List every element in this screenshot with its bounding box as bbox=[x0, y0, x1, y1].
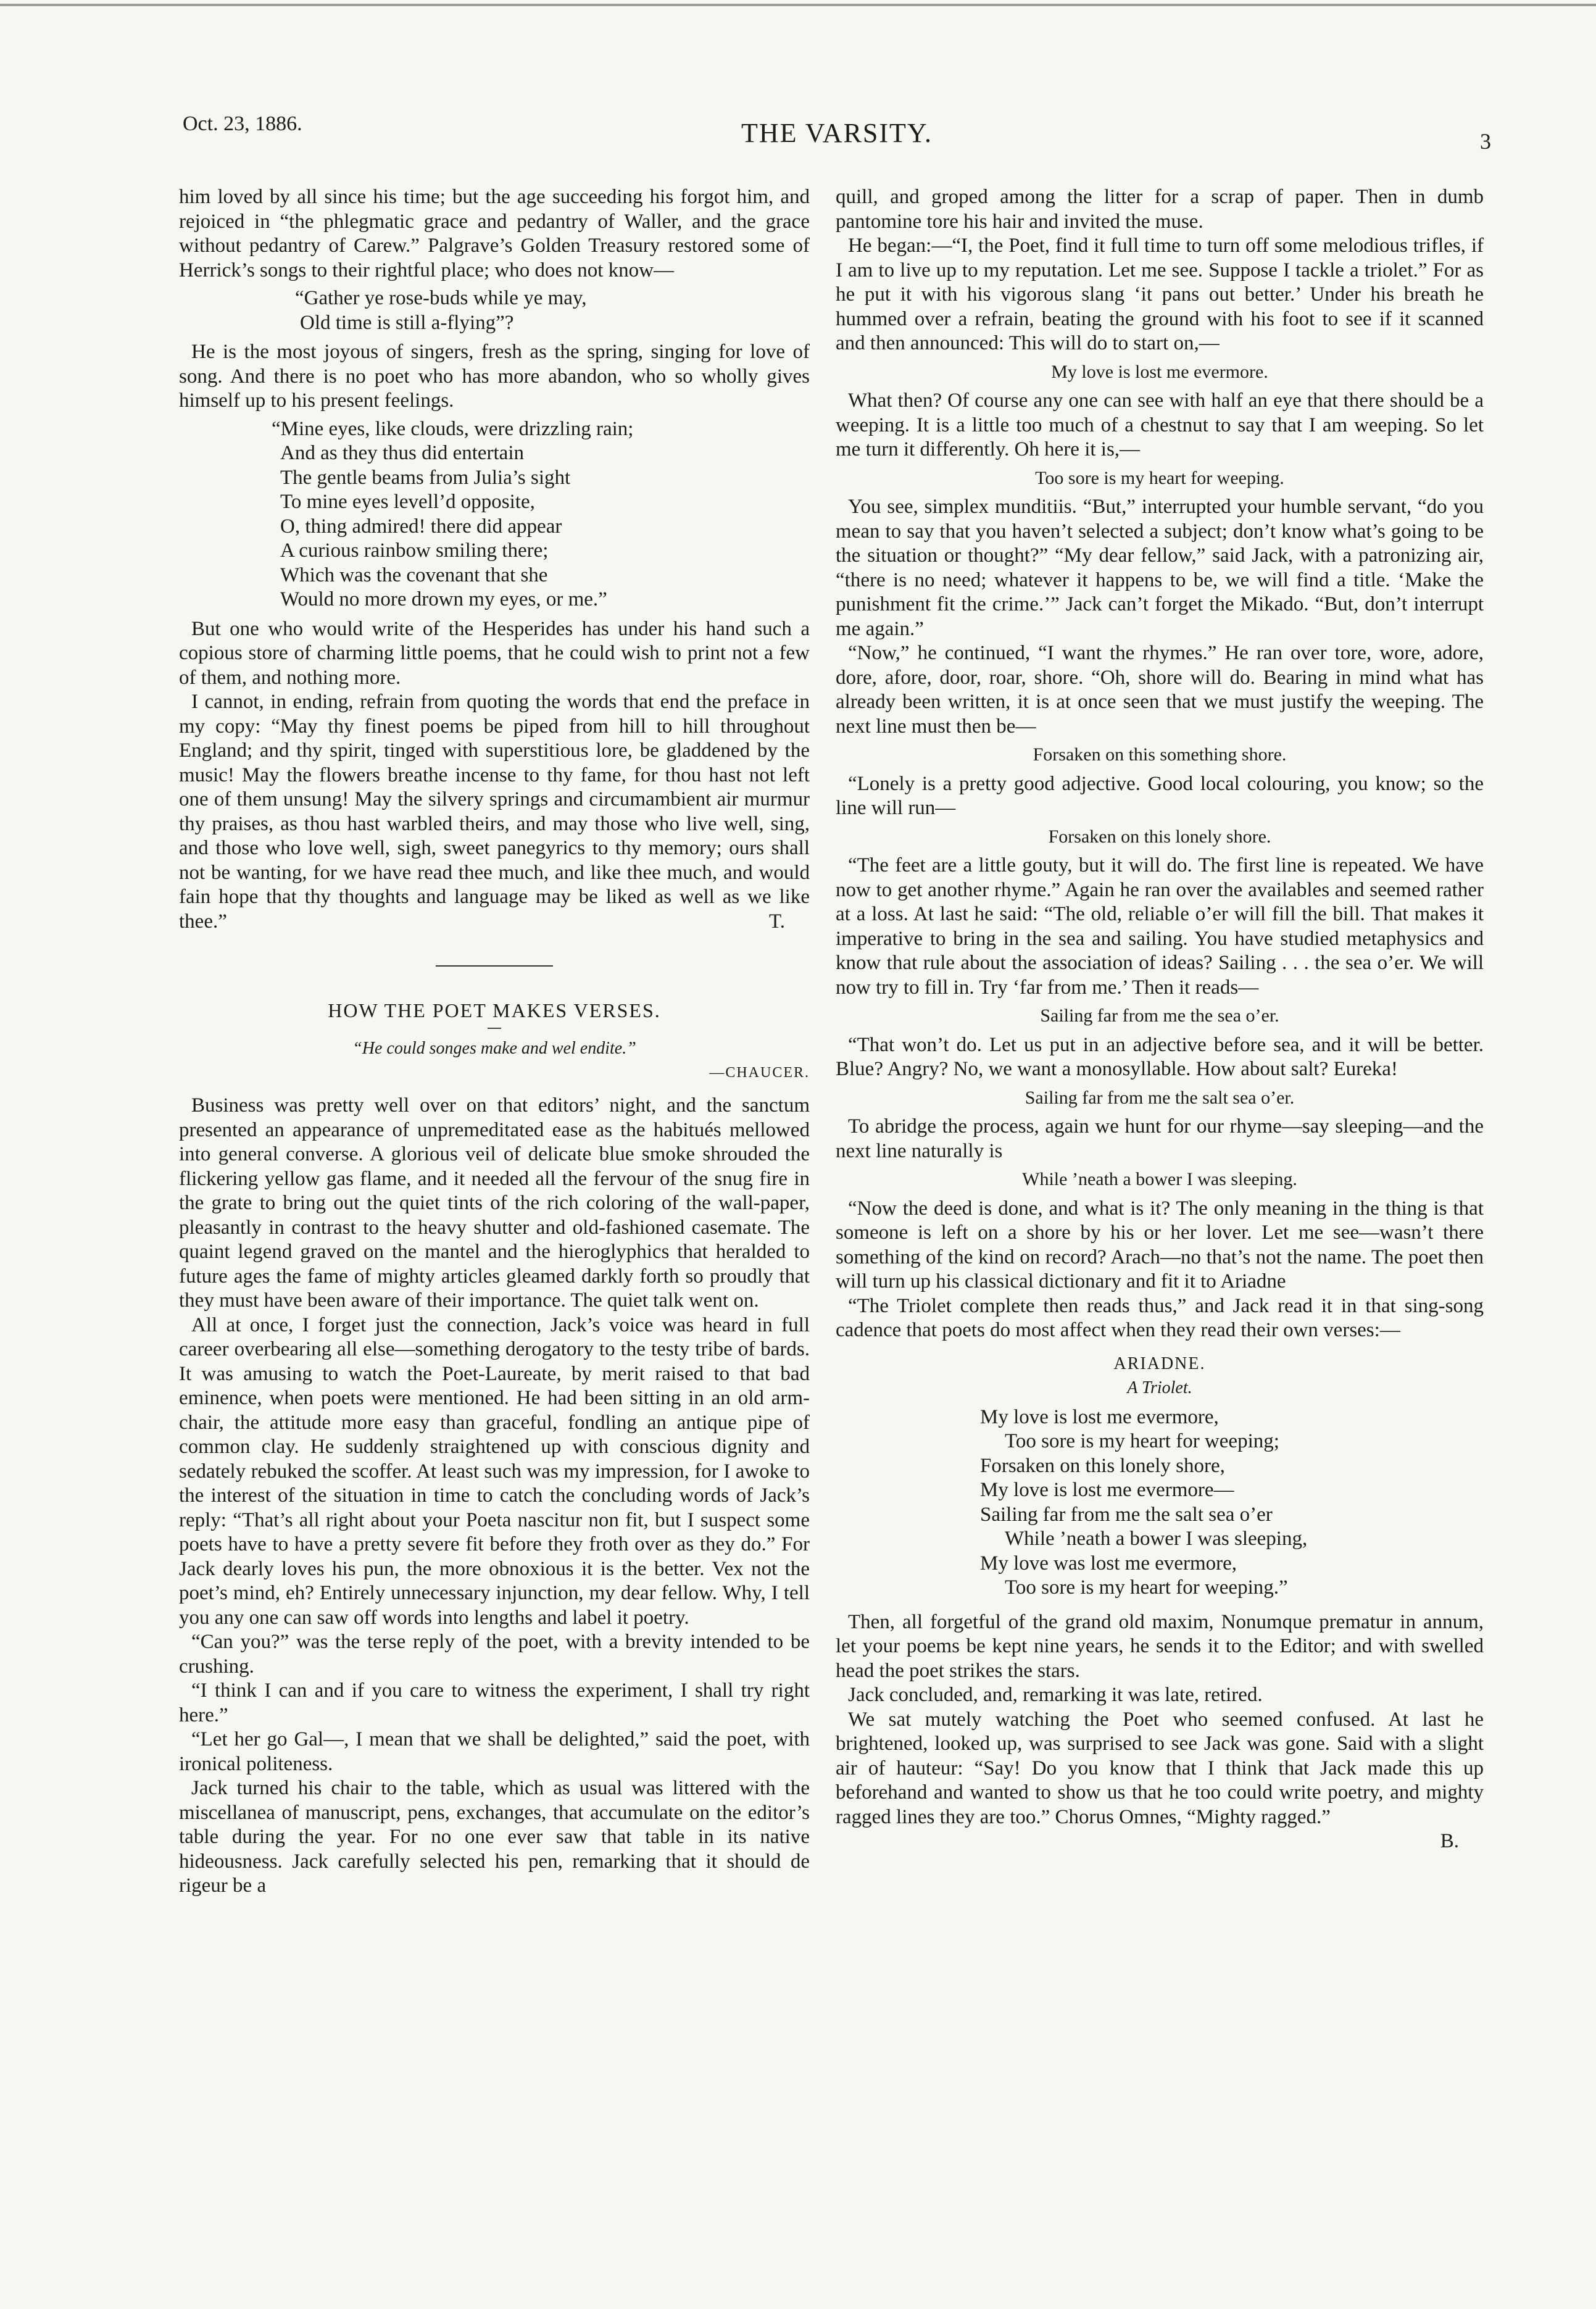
paragraph: Then, all forgetful of the grand old maxim, Nonumque prematur in annum, let your poems be kept nine years, he sends it to the Editor; and with swelled head the poet strikes the stars. bbox=[836, 1610, 1484, 1682]
poem-line: My love is lost me evermore, bbox=[980, 1405, 1219, 1428]
paragraph: “That won’t do. Let us put in an adjective before sea, and it will be better. Blue? Angry? No, we want a monosyllable. How about salt? Eureka! bbox=[836, 1033, 1484, 1080]
paragraph: Jack turned his chair to the table, which as usual was littered with the miscellanea of manuscript, pens, exchanges, that accumulate on the editor’s table during the year. For no one ever saw that table in its native hideousness. Jack carefully selected his pen, remarking that it should de rigeur be a bbox=[179, 1777, 810, 1897]
verse-line: “Gather ye rose-buds while ye may, bbox=[295, 287, 587, 309]
verse-line: Forsaken on this something shore. bbox=[1033, 744, 1287, 765]
paragraph: Business was pretty well over on that editors’ night, and the sanctum presented an appearance of unpremeditated ease as the habitués mellowed into general converse. A glorious veil of delicate blue smoke shrouded the flickering yellow gas flame, and it needed all the fervour of the snug fire in the grate to bring out the quiet tints of the rich coloring of the wall-paper, pleasantly in contrast to the heavy shutter and old-fashioned casemate. The quaint legend graved on the mantel and the hieroglyphics that heralded to future ages the fame of mighty articles gleamed darkly forth so proudly that they must have been aware of their importance. The quiet talk went on. bbox=[179, 1094, 810, 1312]
paragraph: But one who would write of the Hesperides has under his hand such a copious store of charming little poems, that he could wish to print not a few of them, and nothing more. bbox=[179, 617, 810, 689]
paragraph: quill, and groped among the litter for a scrap of paper. Then in dumb pantomine tore his hair and invited the muse. bbox=[836, 186, 1484, 233]
paragraph: Jack concluded, and, remarking it was late, retired. bbox=[848, 1684, 1263, 1706]
paragraph: “Can you?” was the terse reply of the poet, with a brevity intended to be crushing. bbox=[179, 1631, 810, 1678]
poem-title: ARIADNE. bbox=[1113, 1354, 1206, 1373]
poem-line: My love is lost me evermore— bbox=[980, 1479, 1234, 1501]
paragraph: To abridge the process, again we hunt for our rhyme—say sleeping—and the next line naturally is bbox=[836, 1115, 1484, 1162]
page-number: 3 bbox=[1480, 129, 1491, 154]
triolet-poem bbox=[836, 1405, 1484, 1600]
paragraph: him loved by all since his time; but the age succeeding his forgot him, and rejoiced in “the phlegmatic grace and pedantry of Waller, and the grace without pedantry of Carew.” Palgrave’s Golden Treasury restored some of Herrick’s songs to their rightful place; who does not know— bbox=[179, 186, 810, 281]
top-rule bbox=[0, 4, 1596, 6]
quoted-verse bbox=[179, 286, 810, 335]
poem-line: While ’neath a bower I was sleeping, bbox=[1005, 1528, 1308, 1550]
paragraph: All at once, I forget just the connection, Jack’s voice was heard in full career overbearing all else—something derogatory to the testy tribe of bards. It was amusing to watch the Poet-Laureate, by merit raised to that bad eminence, when poets were mentioned. He had been sitting in an old arm-chair, the attitude more easy than graceful, fondling an antique pipe of common clay. He suddenly straightened up with conscious dignity and sedately rebuked the scoffer. At least such was my impression, for I awoke to the interest of the situation in time to catch the concluding words of Jack’s reply: “That’s all right about your Poeta nascitur non fit, but I suspect some poets have to have a pretty severe fit before they froth over as they do.” For Jack dearly loves his pun, the more obnoxious it is the better. Vex not the poet’s mind, eh? Entirely unnecessary injunction, my dear fellow. Why, I tell you any one can saw off words into lengths and label it poetry. bbox=[179, 1313, 810, 1629]
issue-date: Oct. 23, 1886. bbox=[183, 112, 302, 135]
paragraph: “The Triolet complete then reads thus,” and Jack read it in that sing-song cadence that poets do most affect when they read their own verses:— bbox=[836, 1294, 1484, 1341]
paragraph: What then? Of course any one can see with half an eye that there should be a weeping. It is a little too much of a chestnut to say that I am weeping. So let me turn it differently. Oh here it is,— bbox=[836, 389, 1484, 460]
verse-line: The gentle beams from Julia’s sight bbox=[280, 466, 571, 489]
verse-line: Would no more drown my eyes, or me.” bbox=[280, 588, 607, 610]
paragraph: You see, simplex munditiis. “But,” interrupted your humble servant, “do you mean to say that you haven’t selected a subject; don’t know what’s going to be the situation or thought?” “My dear fellow,” said Jack, with a patronizing air, “there is no need; whatever it happens to be, we will find a title. ‘Make the punishment fit the crime.’” Jack can’t forget the Mikado. “But, don’t interrupt me again.” bbox=[836, 496, 1484, 640]
epigraph-attribution: —CHAUCER. bbox=[709, 1064, 810, 1081]
verse-line: Old time is still a-flying”? bbox=[300, 311, 514, 334]
page-header bbox=[183, 112, 1491, 162]
epigraph: “He could songes make and wel endite.” bbox=[352, 1039, 636, 1058]
masthead-title: THE VARSITY. bbox=[741, 118, 933, 148]
signature: B. bbox=[1440, 1830, 1459, 1852]
paragraph: He is the most joyous of singers, fresh as the spring, singing for love of song. And there is no poet who has more abandon, who so wholly gives himself up to his present feelings. bbox=[179, 341, 810, 412]
verse-line: Sailing far from me the sea o’er. bbox=[1040, 1005, 1279, 1026]
verse-line: A curious rainbow smiling there; bbox=[280, 539, 549, 562]
paragraph: “Now,” he continued, “I want the rhymes.” He ran over tore, wore, adore, dore, afore, door, roar, shore. “Oh, shore will do. Bearing in mind what has already been written, it is at once seen that we must justify the weeping. The next line must then be— bbox=[836, 642, 1484, 738]
poem-subtitle: A Triolet. bbox=[1127, 1378, 1192, 1397]
verse-line: To mine eyes levell’d opposite, bbox=[280, 491, 535, 513]
paragraph: We sat mutely watching the Poet who seemed confused. At last he brightened, looked up, was surprised to see Jack was gone. Said with a slight air of hauteur: “Say! Do you know that I think that Jack made this up beforehand and wanted to show us that he too could write poetry, and mighty ragged lines they are too.” Chorus Omnes, “Mighty ragged.” bbox=[836, 1708, 1484, 1828]
paragraph: “Let her go Gal—, I mean that we shall be delighted,” said the poet, with ironical politeness. bbox=[179, 1728, 810, 1775]
verse-line: And as they thus did entertain bbox=[280, 442, 525, 464]
article-title: HOW THE POET MAKES VERSES. bbox=[328, 999, 661, 1021]
paragraph: “I think I can and if you care to witness the experiment, I shall try right here.” bbox=[179, 1679, 810, 1726]
right-column bbox=[836, 185, 1484, 1854]
paragraph: “Now the deed is done, and what is it? The only meaning in the thing is that someone is left on a shore by his or her lover. Let me see—wasn’t there something of the kind on record? Arach—no that’s not the name. The poet then will turn up his classical dictionary and fit it to Ariadne bbox=[836, 1197, 1484, 1292]
left-column bbox=[179, 185, 810, 1899]
poem-line: Sailing far from me the salt sea o’er bbox=[980, 1503, 1273, 1526]
paragraph: “The feet are a little gouty, but it will do. The first line is repeated. We have now to get another rhyme.” Again he ran over the availables and seemed rather at a loss. At last he said: “The old, reliable o’er will fill the bill. That makes it imperative to bring in the sea and sailing. You have studied metaphysics and know that rule about the association of ideas? Sailing . . . the sea o’er. We will now try to fill in. Try ‘far from me.’ Then it reads— bbox=[836, 854, 1484, 999]
quoted-verse bbox=[179, 417, 810, 612]
verse-line: Too sore is my heart for weeping. bbox=[1035, 467, 1284, 488]
signature: T. bbox=[769, 910, 785, 933]
poem-line: Too sore is my heart for weeping.” bbox=[1005, 1576, 1288, 1599]
verse-line: Forsaken on this lonely shore. bbox=[1048, 826, 1271, 847]
paragraph: He began:—“I, the Poet, find it full time to turn off some melodious trifles, if I am to live up to my reputation. Let me see. Suppose I tackle a triolet.” For as he put it with his vigorous slang ‘it pans out better.’ Under his breath he hummed over a refrain, beating the ground with his foot to see if it scanned and then announced: This will do to start on,— bbox=[836, 235, 1484, 354]
verse-line: O, thing admired! there did appear bbox=[280, 515, 562, 538]
poem-line: My love was lost me evermore, bbox=[980, 1552, 1237, 1575]
verse-line: “Mine eyes, like clouds, were drizzling rain; bbox=[272, 417, 634, 440]
poem-line: Too sore is my heart for weeping; bbox=[1005, 1430, 1279, 1452]
verse-line: Which was the covenant that she bbox=[280, 564, 548, 586]
section-divider bbox=[436, 965, 553, 967]
verse-line: My love is lost me evermore. bbox=[1051, 361, 1268, 382]
title-dash bbox=[488, 1028, 501, 1029]
paragraph: I cannot, in ending, refrain from quoting the words that end the preface in my copy: “May thy finest poems be piped from hill to hill throughout England; and thy spirit, tinged with superstitious lore, be gladdened by the music! May the flowers breathe incense to thy fame, for thou hast not left one of them unsung! May the silvery springs and circumambient air murmur thy praises, as thou hast warbled theirs, and may those who live well, sing, and those who love well, sigh, sweet panegyrics to thy memory; ours shall not be wanting, for we have read thee much, and like thee much, and would fain hope that thy thoughts and language may be liked as well as we like thee.” bbox=[179, 691, 810, 933]
paragraph: “Lonely is a pretty good adjective. Good local colouring, you know; so the line will run— bbox=[836, 772, 1484, 819]
poem-line: Forsaken on this lonely shore, bbox=[980, 1454, 1225, 1477]
verse-line: Sailing far from me the salt sea o’er. bbox=[1025, 1087, 1295, 1108]
verse-line: While ’neath a bower I was sleeping. bbox=[1022, 1169, 1297, 1189]
